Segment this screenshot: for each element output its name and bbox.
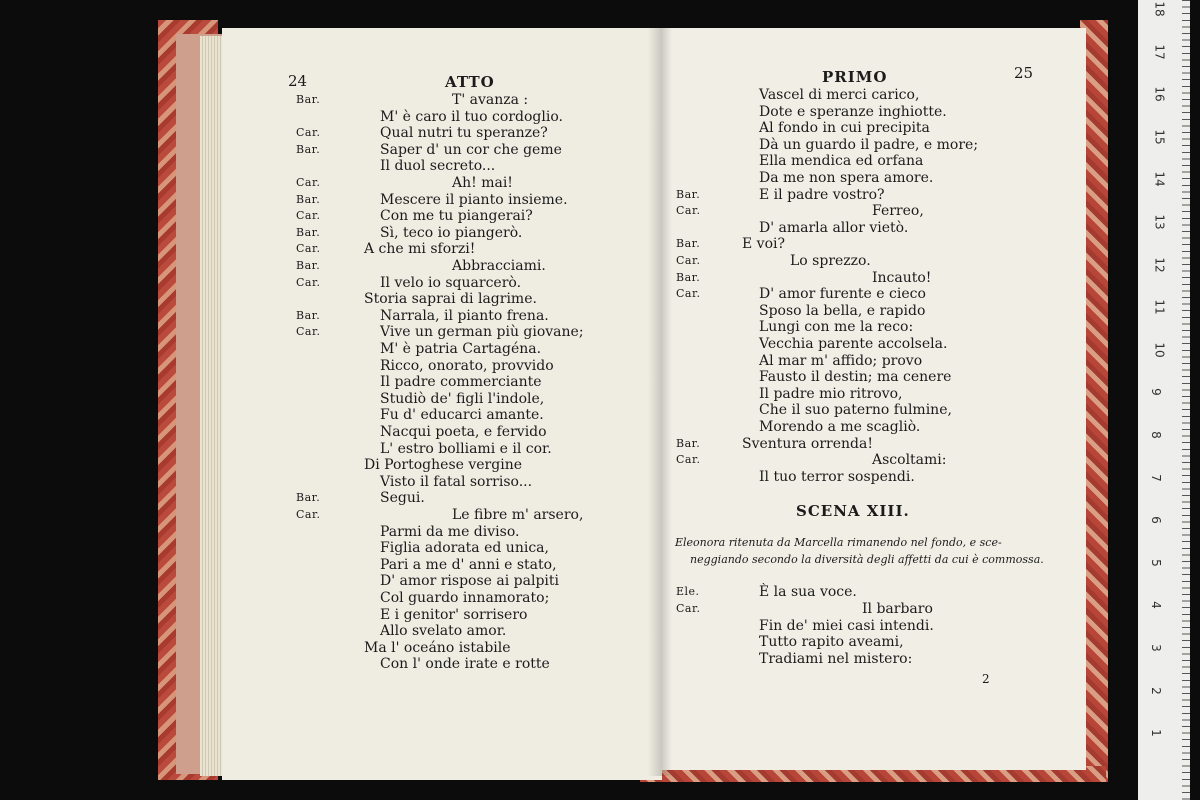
verse-line: Vive un german più giovane;: [380, 324, 584, 341]
verse-line: Ascoltami:: [872, 452, 947, 469]
verse-line: Sì, teco io piangerò.: [380, 224, 523, 241]
verse-line: M' è patria Cartagéna.: [380, 341, 542, 357]
verse-line: Il padre mio ritrovo,: [759, 385, 903, 402]
speaker-label: Car.: [296, 209, 321, 223]
ruler-number: 18: [1152, 1, 1167, 17]
verse-line: Le fibre m' arsero,: [452, 507, 584, 523]
speaker-label: Car.: [296, 275, 321, 289]
verse-line: D' amor rispose ai palpiti: [380, 573, 559, 590]
speaker-label: Bar.: [296, 308, 321, 322]
verse-line: Con me tu piangerai?: [380, 208, 533, 225]
speaker-label: Bar.: [676, 187, 701, 201]
verse-line: M' è caro il tuo cordoglio.: [380, 108, 563, 125]
verse-line: Figlia adorata ed unica,: [380, 540, 549, 557]
verse-line: Qual nutri tu speranze?: [380, 125, 548, 142]
verse-line: Incauto!: [872, 269, 932, 286]
right-page-number: 25: [1014, 64, 1034, 82]
verse-line: Mescere il pianto insieme.: [380, 191, 568, 208]
speaker-label: Car.: [676, 601, 701, 615]
speaker-label: Car.: [676, 287, 701, 301]
verse-line: Il barbaro: [862, 600, 933, 617]
verse-line: A che mi sforzi!: [364, 241, 476, 258]
speaker-label: Car.: [296, 126, 321, 140]
verse-line: È la sua voce.: [759, 584, 857, 600]
verse-line: Lo sprezzo.: [790, 253, 871, 269]
verse-line: Al fondo in cui precipita: [759, 120, 930, 137]
verse-line: Segui.: [380, 490, 425, 507]
verse-line: Tutto rapito aveami,: [759, 634, 904, 651]
speaker-label: Bar.: [296, 192, 321, 206]
ruler-number: 1: [1148, 729, 1163, 738]
ruler-number: 12: [1152, 256, 1167, 273]
verse-line: Fu d' educarci amante.: [380, 407, 544, 424]
verse-line: Storia saprai di lagrime.: [364, 291, 537, 308]
speaker-label: Car.: [296, 176, 321, 189]
verse-line: Sposo la bella, e rapido: [759, 302, 926, 319]
ruler-number: 11: [1152, 299, 1167, 315]
verse-line: Ma l' oceáno istabile: [364, 639, 511, 656]
speaker-label: Car.: [676, 254, 701, 267]
verse-line: Parmi da me diviso.: [380, 523, 520, 540]
verse-line: Ferreo,: [872, 203, 924, 220]
verse-line: Saper d' un cor che geme: [380, 141, 562, 158]
ruler-number: 14: [1152, 171, 1167, 188]
scene-title: SCENA XIII.: [796, 502, 910, 520]
verse-line: D' amor furente e cieco: [759, 286, 926, 303]
verse-line: Ah! mai!: [452, 175, 513, 191]
measurement-ruler: [1138, 0, 1190, 800]
verse-line: Pari a me d' anni e stato,: [380, 556, 557, 573]
ruler-number: 2: [1148, 686, 1163, 695]
verse-line: Con l' onde irate e rotte: [380, 656, 550, 673]
verse-line: Che il suo paterno fulmine,: [759, 402, 952, 419]
ruler-number: 8: [1148, 431, 1163, 439]
verse-line: Col guardo innamorato;: [380, 590, 550, 606]
verse-line: Il tuo terror sospendi.: [759, 468, 915, 485]
verse-line: Da me non spera amore.: [759, 170, 934, 186]
verse-line: Dote e speranze inghiotte.: [759, 103, 947, 120]
verse-line: T' avanza :: [452, 92, 529, 108]
verse-line: Fausto il destin; ma cenere: [759, 369, 952, 386]
verse-line: E i genitor' sorrisero: [380, 606, 528, 623]
speaker-label: Car.: [676, 453, 701, 467]
stage-direction-line-1: Eleonora ritenuta da Marcella rimanendo nel fondo, e sce-: [675, 536, 1002, 549]
ruler-number: 5: [1148, 558, 1163, 567]
verse-line: Nacqui poeta, e fervido: [380, 424, 547, 440]
speaker-label: Car.: [296, 242, 321, 256]
ruler-number: 13: [1152, 214, 1167, 230]
speaker-label: Bar.: [296, 225, 321, 239]
speaker-label: Bar.: [676, 237, 701, 251]
verse-line: Abbracciami.: [452, 258, 546, 274]
verse-line: Il velo io squarcerò.: [380, 274, 522, 291]
verse-line: Il padre commerciante: [380, 374, 542, 391]
speaker-label: Bar.: [676, 270, 701, 284]
ruler-number: 16: [1152, 86, 1167, 102]
verse-line: E voi?: [742, 236, 785, 253]
stage-direction-line-2: neggiando secondo la diversità degli affetti da cui è commossa.: [690, 553, 1044, 566]
verse-line: E il padre vostro?: [759, 186, 885, 203]
speaker-label: Ele.: [676, 585, 700, 598]
verse-line: Narrala, il pianto frena.: [380, 307, 549, 324]
ruler-number: 9: [1148, 388, 1163, 397]
verse-line: Vecchia parente accolsela.: [759, 336, 948, 352]
verse-line: L' estro bolliami e il cor.: [380, 440, 552, 457]
verse-line: Tradiami nel mistero:: [759, 651, 913, 668]
ruler-number: 7: [1148, 473, 1163, 482]
ruler-number: 3: [1148, 644, 1163, 652]
verse-line: Dà un guardo il padre, e more;: [759, 136, 979, 153]
speaker-label: Bar.: [296, 259, 321, 272]
verse-line: Visto il fatal sorriso...: [380, 473, 533, 490]
right-page-header: PRIMO: [822, 68, 888, 86]
left-page-header: ATTO: [445, 73, 495, 91]
verse-line: Fin de' miei casi intendi.: [759, 617, 934, 634]
ruler-number: 15: [1152, 129, 1167, 145]
ruler-number: 4: [1148, 601, 1163, 610]
verse-line: Al mar m' affido; provo: [759, 352, 923, 369]
speaker-label: Car.: [676, 204, 701, 218]
ruler-number: 10: [1152, 342, 1167, 358]
speaker-label: Bar.: [296, 491, 321, 505]
book-gutter: [648, 28, 672, 776]
verse-line: Morendo a me scagliò.: [759, 419, 921, 435]
verse-line: Studiò de' figli l'indole,: [380, 390, 545, 407]
verse-line: Vascel di merci carico,: [759, 87, 920, 103]
ruler-number: 6: [1148, 516, 1163, 525]
verse-line: Il duol secreto...: [380, 158, 496, 175]
speaker-label: Car.: [296, 325, 321, 339]
verse-line: Lungi con me la reco:: [759, 319, 914, 336]
speaker-label: Bar.: [296, 142, 321, 156]
speaker-label: Bar.: [676, 436, 701, 450]
verse-line: Allo svelato amor.: [380, 623, 507, 640]
speaker-label: Bar.: [296, 93, 321, 106]
ruler-number: 17: [1152, 43, 1167, 60]
speaker-label: Car.: [296, 508, 321, 521]
verse-line: Sventura orrenda!: [742, 435, 873, 452]
verse-line: Ricco, onorato, provvido: [380, 357, 554, 374]
printer-signature: 2: [982, 672, 990, 686]
verse-line: D' amarla allor vietò.: [759, 219, 909, 236]
left-page-number: 24: [288, 72, 308, 90]
verse-line: Ella mendica ed orfana: [759, 153, 924, 170]
verse-line: Di Portoghese vergine: [364, 457, 522, 474]
